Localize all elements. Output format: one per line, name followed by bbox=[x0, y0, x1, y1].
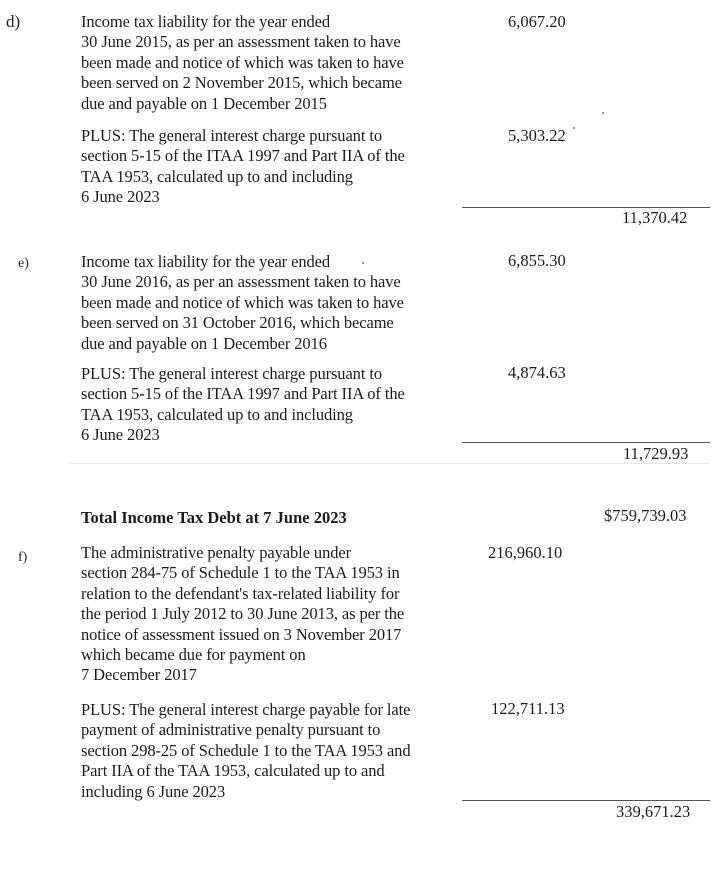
item-d-liability-text bbox=[81, 12, 404, 114]
item-f-penalty-amount: 216,960.10 bbox=[488, 543, 563, 562]
item-e-interest-amount: 4,874.63 bbox=[508, 363, 566, 382]
item-e-liability-amount: 6,855.30 bbox=[508, 251, 566, 270]
item-f-label: f) bbox=[18, 550, 28, 565]
item-d-interest-amount: 5,303.22 bbox=[508, 126, 566, 145]
text-line: which became due for payment on bbox=[81, 645, 306, 665]
text-line: PLUS: The general interest charge pursuant to bbox=[81, 364, 382, 383]
text-line: section 5-15 of the ITAA 1997 and Part IIA of the bbox=[81, 146, 405, 166]
item-d-liability-amount: 6,067.20 bbox=[508, 12, 566, 31]
text-line: been served on 2 November 2015, which became bbox=[81, 73, 402, 93]
text-line: Part IIA of the TAA 1953, calculated up to and bbox=[81, 761, 385, 781]
text-line: 6 June 2023 bbox=[81, 425, 160, 445]
text-line: section 5-15 of the ITAA 1997 and Part IIA of the bbox=[81, 384, 405, 404]
text-line: notice of assessment issued on 3 November 2017 bbox=[81, 624, 402, 644]
text-line: PLUS: The general interest charge payable for late bbox=[81, 700, 411, 719]
item-f-penalty-text bbox=[81, 543, 404, 686]
text-line: TAA 1953, calculated up to and including bbox=[81, 166, 353, 186]
text-line: 30 June 2015, as per an assessment taken to have bbox=[81, 32, 401, 52]
text-line: been made and notice of which was taken to have bbox=[81, 292, 404, 312]
text-line: Income tax liability for the year ended bbox=[81, 12, 330, 31]
total-tax-debt-amount: $759,739.03 bbox=[604, 506, 687, 525]
item-d-total: 11,370.42 bbox=[622, 208, 688, 227]
item-d-interest-text bbox=[81, 126, 405, 208]
text-line: Income tax liability for the year ended bbox=[81, 252, 330, 271]
text-line: been served on 31 October 2016, which became bbox=[81, 313, 394, 333]
text-line: 7 December 2017 bbox=[81, 665, 197, 685]
text-line: due and payable on 1 December 2015 bbox=[81, 93, 327, 113]
item-e-interest-text bbox=[81, 364, 405, 446]
scan-speck bbox=[362, 262, 364, 264]
item-e-label: e) bbox=[18, 256, 29, 271]
item-e-total: 11,729.93 bbox=[623, 444, 689, 463]
text-line: The administrative penalty payable under bbox=[81, 543, 351, 562]
text-line: payment of administrative penalty pursuant to bbox=[81, 720, 381, 740]
item-f-total: 339,671.23 bbox=[616, 802, 691, 821]
text-line: section 284-75 of Schedule 1 to the TAA 1953 in bbox=[81, 563, 400, 583]
scan-artifact-line bbox=[70, 463, 710, 464]
text-line: 30 June 2016, as per an assessment taken to have bbox=[81, 272, 401, 292]
scan-speck bbox=[573, 127, 575, 129]
text-line: PLUS: The general interest charge pursuant to bbox=[81, 126, 382, 145]
item-e-liability-text bbox=[81, 252, 404, 354]
item-f-sum-rule bbox=[462, 800, 710, 801]
text-line: relation to the defendant's tax-related liability for bbox=[81, 583, 400, 603]
item-f-interest-amount: 122,711.13 bbox=[491, 699, 565, 718]
text-line: section 298-25 of Schedule 1 to the TAA 1953 and bbox=[81, 740, 411, 760]
scan-speck bbox=[602, 112, 604, 114]
item-d-label: d) bbox=[6, 12, 21, 31]
item-e-sum-rule bbox=[462, 442, 710, 443]
text-line: been made and notice of which was taken to have bbox=[81, 52, 404, 72]
text-line: including 6 June 2023 bbox=[81, 781, 226, 801]
text-line: the period 1 July 2012 to 30 June 2013, as per the bbox=[81, 604, 405, 624]
text-line: TAA 1953, calculated up to and including bbox=[81, 404, 353, 424]
text-line: due and payable on 1 December 2016 bbox=[81, 333, 327, 353]
total-tax-debt-label: Total Income Tax Debt at 7 June 2023 bbox=[81, 508, 347, 527]
item-f-interest-text bbox=[81, 700, 410, 802]
text-line: 6 June 2023 bbox=[81, 187, 160, 207]
